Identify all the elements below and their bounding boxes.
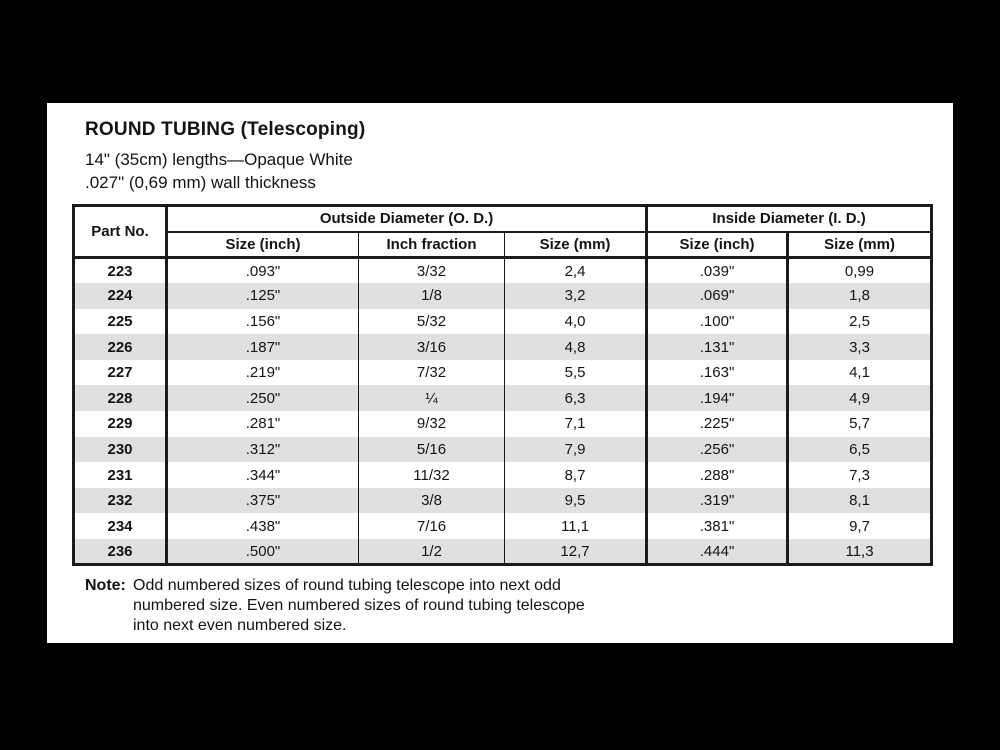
cell-part-no: 227 [74,360,167,386]
cell-part-no: 234 [74,513,167,539]
cell-id-size-mm: 6,5 [849,440,870,458]
subtitle-wall-thickness: .027" (0,69 mm) wall thickness [85,173,316,192]
cell-id-size-mm: 4,9 [849,389,870,407]
cell-part-no: 236 [74,539,167,565]
parts-table [72,204,933,566]
header-od-size-mm: Size (mm) [505,232,647,258]
page-title: ROUND TUBING (Telescoping) [85,119,366,140]
cell-od-size-inch: .219" [167,360,359,386]
cell-id-size-mm: 11,3 [845,542,874,560]
table-row [74,309,932,335]
cell-od-inch-fraction: 3/8 [359,488,505,514]
cell-od-size-mm: 12,7 [505,539,647,565]
cell-od-inch-fraction: 11/32 [359,462,505,488]
sub-header-row [74,232,932,258]
cell-od-size-mm: 7,1 [505,411,647,437]
cell-od-inch-fraction: 5/16 [359,437,505,463]
footnote [85,576,705,636]
cell-id-size-inch: .163" [647,360,788,386]
cell-id-size-inch: .100" [647,309,788,335]
table-row [74,539,932,565]
cell-part-no: 224 [74,283,167,309]
cell-id-size-mm: 8,1 [849,492,870,510]
cell-id-size-inch: .444" [647,539,788,565]
cell-id-size-mm: 2,5 [849,312,870,330]
subtitle-length: 14" (35cm) lengths—Opaque White [85,150,353,169]
cell-od-size-mm: 4,8 [505,334,647,360]
table-row [74,258,932,284]
table-row [74,385,932,411]
cell-od-size-mm: 11,1 [505,513,647,539]
cell-od-size-inch: .344" [167,462,359,488]
cell-part-no: 226 [74,334,167,360]
cell-od-inch-fraction: 1/8 [359,283,505,309]
cell-od-size-mm: 7,9 [505,437,647,463]
cell-od-size-inch: .500" [167,539,359,565]
cell-od-size-inch: .375" [167,488,359,514]
cell-id-size-inch: .319" [647,488,788,514]
cell-od-size-mm: 5,5 [505,360,647,386]
header-id-size-mm: Size (mm) [788,232,932,258]
group-header-row [74,206,932,232]
cell-part-no: 232 [74,488,167,514]
cell-id-size-inch: .039" [647,258,788,284]
table-header [74,206,932,258]
cell-id-size-inch: .131" [647,334,788,360]
footnote-line: Odd numbered sizes of round tubing telescope into next odd [133,577,561,594]
cell-od-size-mm: 4,0 [505,309,647,335]
cell-part-no: 229 [74,411,167,437]
cell-od-inch-fraction: 5/32 [359,309,505,335]
cell-id-size-mm: 4,1 [849,364,870,382]
table-row [74,488,932,514]
table-row [74,437,932,463]
cell-od-inch-fraction: 3/32 [359,258,505,284]
table-row [74,334,932,360]
table-body [74,258,932,565]
header-id-size-inch: Size (inch) [647,232,788,258]
cell-id-size-inch: .288" [647,462,788,488]
cell-od-inch-fraction: ¼ [359,385,505,411]
table-row [74,462,932,488]
cell-od-size-inch: .250" [167,385,359,411]
footnote-label: Note: [85,577,126,594]
cell-od-inch-fraction: 7/16 [359,513,505,539]
header-od-inch-fraction: Inch fraction [359,232,505,258]
cell-id-size-inch: .194" [647,385,788,411]
cell-od-size-inch: .187" [167,334,359,360]
table-row [74,360,932,386]
cell-part-no: 230 [74,437,167,463]
cell-id-size-mm: 9,7 [849,517,870,535]
header-outside-diameter-group: Outside Diameter (O. D.) [167,206,647,232]
cell-od-inch-fraction: 9/32 [359,411,505,437]
cell-id-size-mm: 7,3 [849,466,870,484]
document-page [47,103,953,643]
cell-od-size-inch: .125" [167,283,359,309]
table-row [74,513,932,539]
header-inside-diameter-group: Inside Diameter (I. D.) [647,206,932,232]
cell-od-size-mm: 3,2 [505,283,647,309]
cell-id-size-inch: .225" [647,411,788,437]
cell-part-no: 228 [74,385,167,411]
cell-id-size-inch: .069" [647,283,788,309]
cell-id-size-mm: 1,8 [849,287,870,305]
cell-od-size-inch: .312" [167,437,359,463]
cell-od-inch-fraction: 3/16 [359,334,505,360]
footnote-line: numbered size. Even numbered sizes of round tubing telescope [133,597,585,614]
cell-id-size-inch: .256" [647,437,788,463]
cell-od-size-inch: .093" [167,258,359,284]
cell-od-size-mm: 9,5 [505,488,647,514]
footnote-line: into next even numbered size. [133,617,347,634]
header-od-size-inch: Size (inch) [167,232,359,258]
cell-od-inch-fraction: 1/2 [359,539,505,565]
cell-od-size-mm: 2,4 [505,258,647,284]
cell-id-size-mm: 3,3 [849,338,870,356]
header-part-no: Part No. [74,206,167,258]
cell-od-size-mm: 6,3 [505,385,647,411]
cell-od-size-inch: .281" [167,411,359,437]
cell-od-inch-fraction: 7/32 [359,360,505,386]
cell-part-no: 225 [74,309,167,335]
cell-id-size-mm: 5,7 [849,415,870,433]
cell-part-no: 223 [74,258,167,284]
cell-id-size-mm: 0,99 [844,262,875,280]
cell-od-size-inch: .156" [167,309,359,335]
cell-id-size-inch: .381" [647,513,788,539]
cell-od-size-inch: .438" [167,513,359,539]
document-header [85,119,365,194]
cell-part-no: 231 [74,462,167,488]
cell-od-size-mm: 8,7 [505,462,647,488]
table-row [74,283,932,309]
table-row [74,411,932,437]
